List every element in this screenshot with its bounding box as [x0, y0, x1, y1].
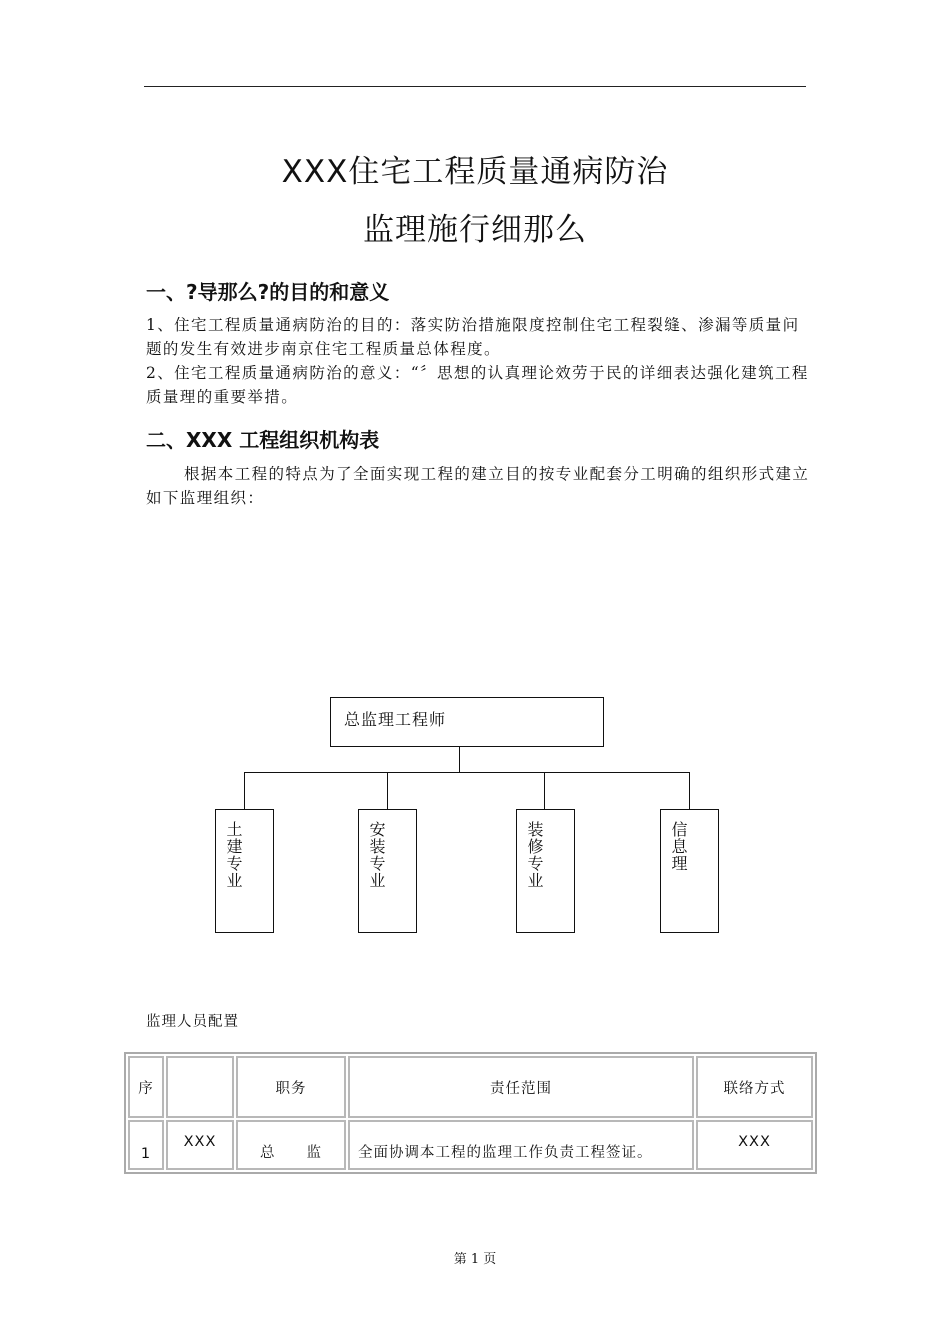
staff-table-caption: 监理人员配置 [146, 1014, 239, 1030]
org-connector-bar [244, 772, 690, 773]
table-header-cell: 职务 [236, 1056, 346, 1118]
org-root-box [330, 697, 604, 747]
org-child-box-2 [358, 809, 417, 933]
table-cell-index: 1 [128, 1120, 164, 1170]
org-connector-2 [387, 772, 388, 809]
org-child-box-4 [660, 809, 719, 933]
org-connector-1 [244, 772, 245, 809]
table-header-row [128, 1056, 813, 1118]
table-header-cell: 责任范围 [348, 1056, 694, 1118]
org-child-label: 信息理 [669, 821, 688, 872]
table-header-cell [166, 1056, 234, 1118]
document-title-line-1: XXX住宅工程质量通病防治 [281, 154, 669, 190]
org-child-label: 安装专业 [367, 821, 386, 889]
org-connector-3 [544, 772, 545, 809]
section-1-heading: 一、?导那么?的目的和意义 [146, 280, 390, 304]
table-row [128, 1120, 813, 1170]
section-2-body [146, 462, 810, 510]
staff-table [124, 1052, 817, 1174]
table-cell-role: 总 监 [236, 1120, 346, 1170]
org-child-label: 土建专业 [224, 821, 243, 889]
table-cell-responsibility: 全面协调本工程的监理工作负责工程签证。 [348, 1120, 694, 1170]
org-root-label: 总监理工程师 [344, 710, 447, 729]
org-child-box-1 [215, 809, 274, 933]
org-child-box-3 [516, 809, 575, 933]
page-number: 第 1 页 [453, 1252, 497, 1267]
org-child-label: 装修专业 [525, 821, 544, 889]
org-connector-trunk [459, 747, 460, 772]
document-title-line-2: 监理施行细那么 [363, 212, 587, 248]
section-2-intro: 根据本工程的特点为了全面实现工程的建立目的按专业配套分工明确的组织形式建立如下监理组织： [146, 465, 810, 507]
section-1-paragraph-2: 2、住宅工程质量通病防治的意义：“〞思想的认真理论效劳于民的详细表达强化建筑工程质量理的重要举措。 [146, 364, 809, 406]
table-header-cell: 联络方式 [696, 1056, 813, 1118]
table-cell-name: XXX [166, 1120, 234, 1170]
section-1-body [146, 313, 810, 409]
section-2-heading: 二、XXX 工程组织机构表 [146, 428, 380, 452]
table-cell-contact: XXX [696, 1120, 813, 1170]
section-1-paragraph-1: 1、住宅工程质量通病防治的目的：落实防治措施限度控制住宅工程裂缝、渗漏等质量问题的发生有效进步南京住宅工程质量总体程度。 [146, 316, 800, 358]
org-connector-4 [689, 772, 690, 809]
table-header-cell: 序 [128, 1056, 164, 1118]
header-rule [144, 86, 806, 87]
